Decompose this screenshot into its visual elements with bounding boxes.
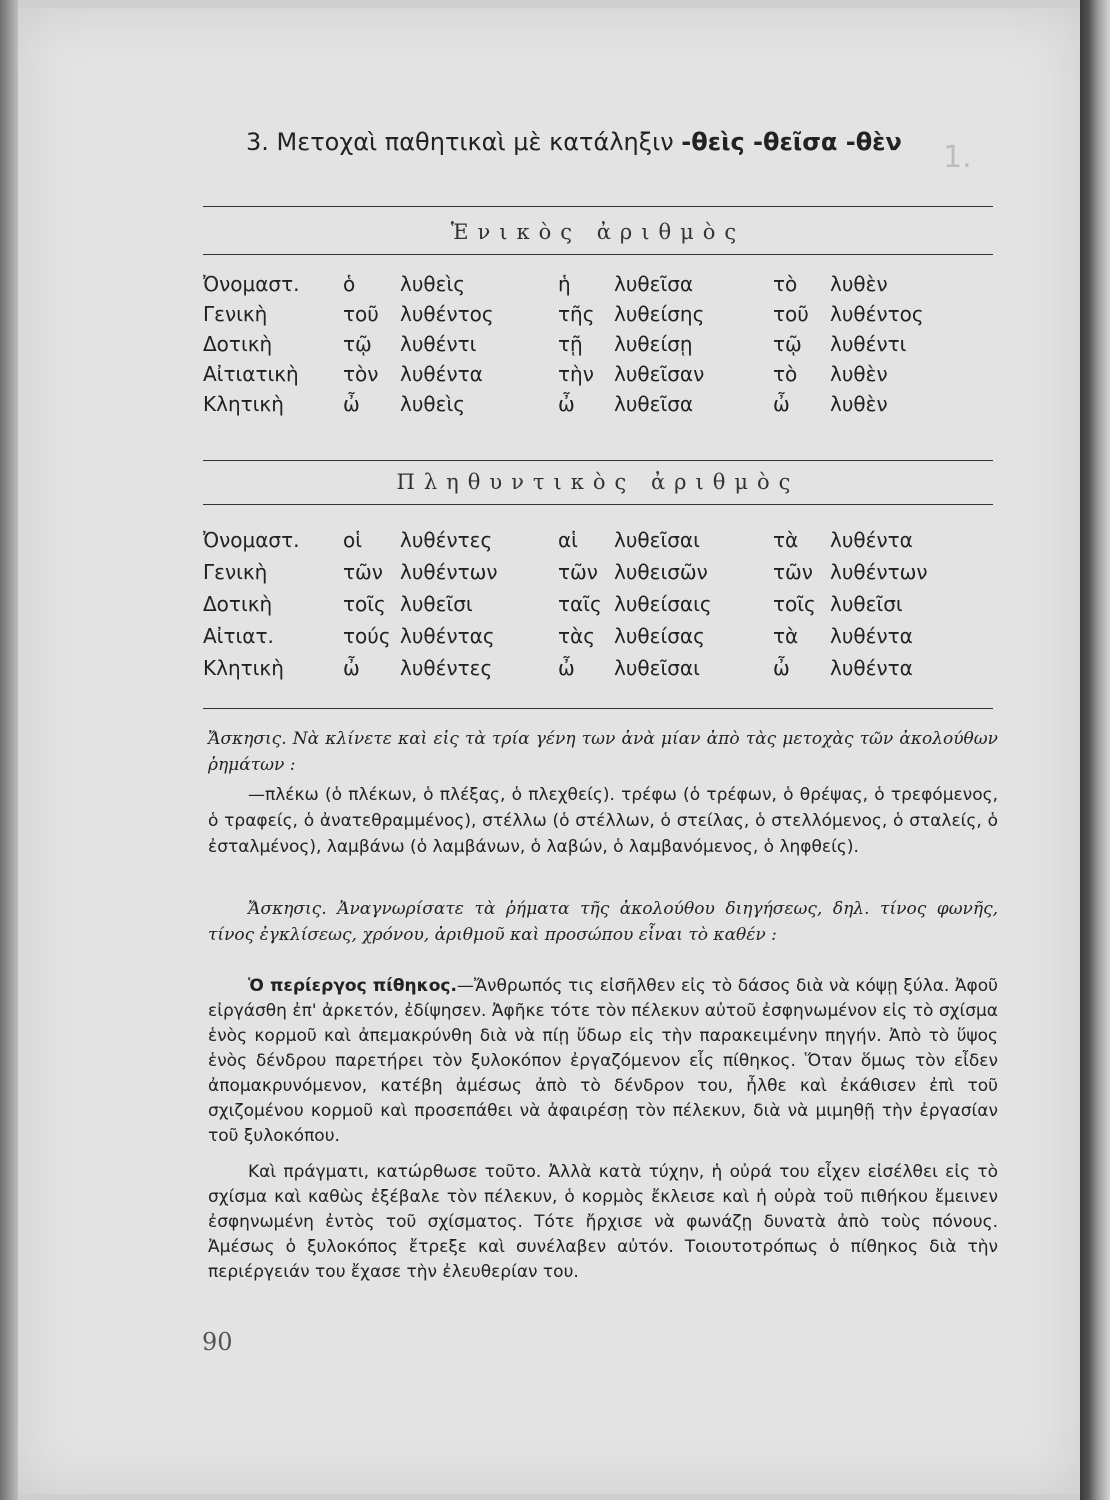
page-left-edge [0, 0, 18, 1500]
plural-n-art-cell: τῶν [773, 560, 813, 584]
singular-case-label: Αἰτιατικὴ [203, 362, 299, 386]
plural-m-cell: λυθέντες [400, 656, 493, 680]
exercise1-label: Ἄσκησις. [208, 729, 287, 749]
plural-m-cell: λυθεῖσι [400, 592, 473, 616]
singular-n-cell: λυθέντι [830, 332, 907, 356]
singular-f-cell: λυθείσῃ [614, 332, 693, 356]
singular-n-cell: λυθὲν [830, 362, 888, 386]
exercise1-instruction [208, 726, 998, 778]
plural-m-art-cell: τῶν [343, 560, 383, 584]
singular-f-art-cell: τῆς [558, 302, 595, 326]
singular-f-art-cell: τῇ [558, 332, 583, 356]
singular-case-label: Γενικὴ [203, 302, 268, 326]
singular-f-art-cell: ἡ [558, 272, 571, 296]
story-paragraph-2: Καὶ πράγματι, κατώρθωσε τοῦτο. Ἀλλὰ κατὰ τύχην, ἡ οὐρά του εἶχεν εἰσέλθει εἰς τὸ σχίσμα καὶ καθὼς ἐξέβαλε τὸν πέλεκυν, ὁ κορμὸς ἔκλεισε καὶ ἡ οὐρὰ τοῦ πιθήκου ἔμεινεν ἐσφηνωμένη ἐντὸς τοῦ σχίσματος. Τότε ἤρχισε νὰ φωνάζῃ δυνατὰ ἀπὸ τοὺς πόνους. Ἀμέσως ὁ ξυλοκόπος ἔτρεξε καὶ συνέλαβεν αὐτόν. Τοιουτοτρόπως ὁ πίθηκος διὰ τὴν περιέργειάν του ἔχασε τὴν ἐλευθερίαν του. [208, 1162, 998, 1282]
plural-f-cell: λυθείσας [614, 624, 705, 648]
singular-f-cell: λυθεῖσα [614, 272, 694, 296]
plural-n-art-cell: τοῖς [773, 592, 816, 616]
singular-n-cell: λυθέντος [830, 302, 924, 326]
plural-f-cell: λυθεῖσαι [614, 528, 700, 552]
singular-n-art-cell: ὦ [773, 392, 790, 416]
plural-m-art-cell: οἱ [343, 528, 363, 552]
rule [203, 504, 993, 505]
rule [203, 206, 993, 207]
page-number: 90 [202, 1328, 233, 1356]
singular-f-art-cell: τὴν [558, 362, 594, 386]
singular-m-art-cell: τὸν [343, 362, 379, 386]
plural-m-cell: λυθέντας [400, 624, 495, 648]
singular-m-art-cell: τοῦ [343, 302, 379, 326]
plural-case-label: Αἰτιατ. [203, 624, 274, 648]
section-title [246, 128, 902, 156]
plural-m-art-cell: τούς [343, 624, 391, 648]
singular-f-cell: λυθεῖσα [614, 392, 694, 416]
plural-f-cell: λυθείσαις [614, 592, 712, 616]
plural-heading: Πληθυντικὸς ἀριθμὸς [396, 470, 800, 494]
singular-m-cell: λυθέντος [400, 302, 494, 326]
singular-case-label: Δοτικὴ [203, 332, 273, 356]
plural-n-art-cell: ὦ [773, 656, 790, 680]
singular-m-cell: λυθεὶς [400, 272, 465, 296]
singular-case-label: Κλητικὴ [203, 392, 284, 416]
plural-f-art-cell: αἱ [558, 528, 578, 552]
plural-n-art-cell: τὰ [773, 528, 799, 552]
plural-f-art-cell: τὰς [558, 624, 595, 648]
title-endings: -θεὶς -θεῖσα -θὲν [681, 128, 902, 156]
plural-f-cell: λυθεῖσαι [614, 656, 700, 680]
singular-f-art-cell: ὦ [558, 392, 575, 416]
plural-case-label: Γενικὴ [203, 560, 268, 584]
plural-f-art-cell: τῶν [558, 560, 598, 584]
plural-f-cell: λυθεισῶν [614, 560, 708, 584]
singular-case-label: Ὀνομαστ. [203, 272, 300, 296]
plural-f-art-cell: ταῖς [558, 592, 602, 616]
plural-m-art-cell: ὦ [343, 656, 360, 680]
exercise1-text: Νὰ κλίνετε καὶ εἰς τὰ τρία γένη των ἀνὰ μίαν ἀπὸ τὰς μετοχὰς τῶν ἀκολούθων ῥημάτων : [208, 729, 998, 775]
exercise2-text: Ἀναγνωρίσατε τὰ ῥήματα τῆς ἀκολούθου διηγήσεως, δηλ. τίνος φωνῆς, τίνος ἐγκλίσεως, χρόνου, ἀριθμοῦ καὶ προσώπου εἶναι τὸ καθέν : [208, 899, 998, 945]
page-right-edge [1080, 0, 1110, 1500]
rule [203, 460, 993, 461]
plural-n-cell: λυθεῖσι [830, 592, 903, 616]
rule [203, 254, 993, 255]
singular-f-cell: λυθεῖσαν [614, 362, 705, 386]
singular-m-cell: λυθεὶς [400, 392, 465, 416]
book-page [18, 8, 1080, 1494]
story-title: Ὁ περίεργος πίθηκος. [248, 976, 457, 996]
singular-n-cell: λυθὲν [830, 392, 888, 416]
plural-m-art-cell: τοῖς [343, 592, 386, 616]
singular-m-cell: λυθέντι [400, 332, 477, 356]
bleed-through-number: 1. [943, 140, 972, 175]
plural-m-cell: λυθέντων [400, 560, 498, 584]
story-paragraph-1 [208, 974, 998, 1149]
exercise2-instruction [208, 896, 998, 948]
singular-m-art-cell: ὁ [343, 272, 356, 296]
singular-m-art-cell: τῷ [343, 332, 372, 356]
exercise2-label: Ἄσκησις. [248, 899, 327, 919]
plural-case-label: Ὀνομαστ. [203, 528, 300, 552]
exercise1-body: —πλέκω (ὁ πλέκων, ὁ πλέξας, ὁ πλεχθείς). τρέφω (ὁ τρέφων, ὁ θρέψας, ὁ τρεφόμενος, ὁ τραφείς, ὁ ἀνατεθραμμένος), στέλλω (ὁ στέλλων, ὁ στείλας, ὁ στελλόμενος, ὁ σταλείς, ὁ ἐσταλμένος), λαμβάνω (ὁ λαμβάνων, ὁ λαβών, ὁ λαμβανόμενος, ὁ ληφθείς). [208, 785, 998, 857]
plural-n-cell: λυθέντα [830, 528, 913, 552]
story-text-1: —Ἄνθρωπός τις εἰσῆλθεν εἰς τὸ δάσος διὰ νὰ κόψῃ ξύλα. Ἀφοῦ εἰργάσθη ἐπ' ἀρκετόν, ἐδίψησεν. Ἀφῆκε τότε τὸν πέλεκυν αὐτοῦ ἐσφηνωμένον εἰς τὸ σχίσμα ἑνὸς κορμοῦ καὶ ἀπεμακρύνθη διὰ νὰ πίῃ ὕδωρ εἰς τὴν παρακειμένην πηγήν. Ἀπὸ τὸ ὕψος ἑνὸς δένδρου παρετήρει τὸν ξυλοκόπον ἐργαζόμενον εἷς πίθηκος. Ὅταν ὅμως τὸν εἶδεν ἀπομακρυνόμενον, κατέβη ἀμέσως ἀπὸ τὸ δένδρον του, ἦλθε καὶ ἐκάθισεν ἐπὶ τοῦ σχιζομένου κορμοῦ καὶ προσεπάθει νὰ ἀφαιρέσῃ τὸν πέλεκυν, διὰ νὰ μιμηθῇ τὴν ἐργασίαν τοῦ ξυλοκόπου. [208, 976, 999, 1146]
plural-n-cell: λυθέντα [830, 656, 913, 680]
plural-n-art-cell: τὰ [773, 624, 799, 648]
rule [203, 708, 993, 709]
plural-case-label: Κλητικὴ [203, 656, 284, 680]
plural-m-cell: λυθέντες [400, 528, 493, 552]
singular-n-cell: λυθὲν [830, 272, 888, 296]
singular-n-art-cell: τὸ [773, 362, 798, 386]
plural-n-cell: λυθέντα [830, 624, 913, 648]
plural-n-cell: λυθέντων [830, 560, 928, 584]
singular-f-cell: λυθείσης [614, 302, 705, 326]
plural-f-art-cell: ὦ [558, 656, 575, 680]
singular-m-cell: λυθέντα [400, 362, 483, 386]
singular-heading: Ἑνικὸς ἀριθμὸς [450, 220, 746, 244]
singular-m-art-cell: ὦ [343, 392, 360, 416]
singular-n-art-cell: τὸ [773, 272, 798, 296]
singular-n-art-cell: τοῦ [773, 302, 809, 326]
title-text: 3. Μετοχαὶ παθητικαὶ μὲ κατάληξιν [246, 128, 674, 156]
singular-n-art-cell: τῷ [773, 332, 802, 356]
plural-case-label: Δοτικὴ [203, 592, 273, 616]
